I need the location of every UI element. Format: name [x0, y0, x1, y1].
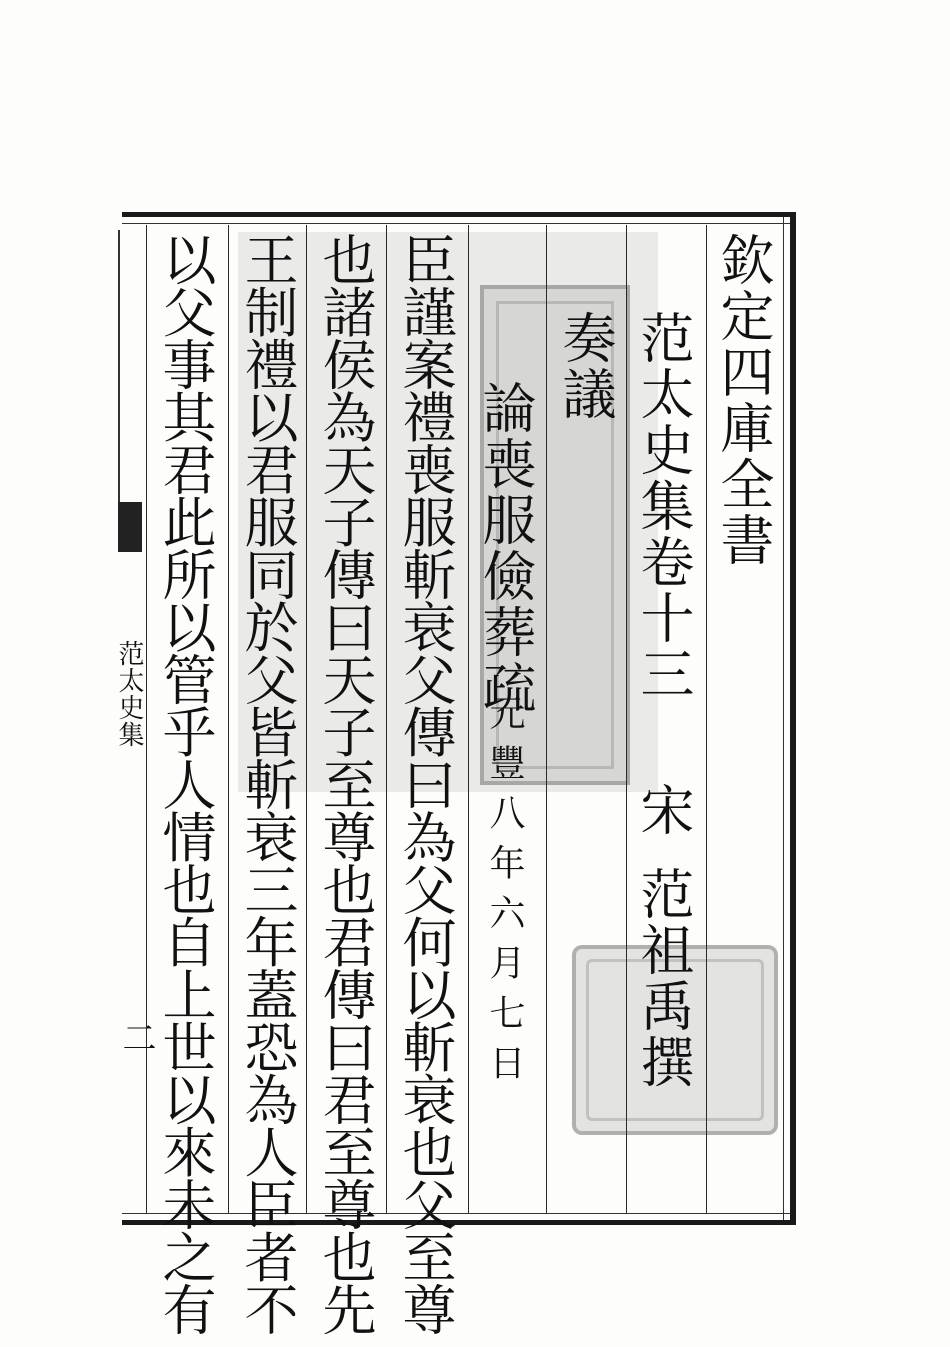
fish-tail-mark — [118, 502, 142, 552]
margin-book-title: 范太史集 — [114, 640, 144, 748]
column-rule — [228, 225, 229, 1213]
author: 范祖禹撰 — [632, 866, 695, 1090]
body-line-1: 臣謹案禮喪服斬衰父傳曰為父何以斬衰也父至尊 — [394, 232, 457, 1335]
memorial-date: 元豐八年六月七日 — [484, 694, 525, 1094]
column-rule — [306, 225, 307, 1213]
column-rule — [146, 225, 147, 1213]
column-rule — [546, 225, 547, 1213]
body-line-3: 王制禮以君服同於父皆斬衰三年蓋恐為人臣者不 — [236, 232, 299, 1335]
dynasty: 宋 — [632, 782, 695, 838]
page-edge — [118, 230, 146, 520]
volume-title: 范太史集卷十三 — [632, 310, 695, 702]
body-line-4: 以父事其君此所以管乎人情也自上世以來未之有 — [154, 232, 217, 1335]
series-title: 欽定四庫全書 — [712, 232, 775, 568]
body-line-2: 也諸侯為天子傳曰天子至尊也君傳曰君至尊也先 — [314, 232, 377, 1335]
column-rule — [626, 225, 627, 1213]
column-rule — [468, 225, 469, 1213]
page-number: 二 — [116, 1020, 156, 1054]
memorial-title: 論喪服儉葬疏 — [474, 380, 537, 716]
column-rule — [386, 225, 387, 1213]
section-heading: 奏議 — [554, 310, 617, 422]
column-rule — [706, 225, 707, 1213]
